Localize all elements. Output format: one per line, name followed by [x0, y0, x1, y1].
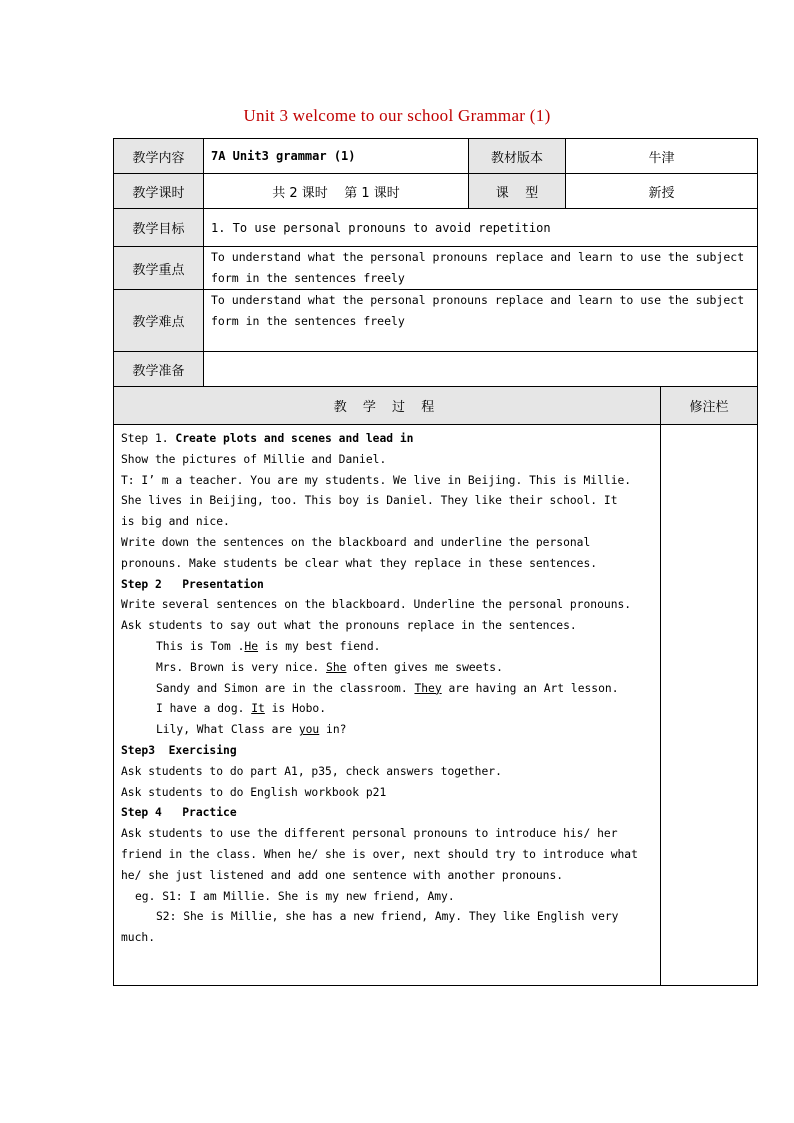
example-sentence: Mrs. Brown is very nice. She often gives me sweets.	[156, 660, 503, 674]
key-point-value	[204, 247, 758, 290]
step-1-title: Create plots and scenes and lead in	[175, 432, 414, 445]
process-body	[114, 425, 661, 986]
edition-value: 牛津	[566, 139, 758, 174]
pronoun-underline: It	[251, 702, 265, 716]
example-sentence: Lily, What Class are you in?	[156, 723, 347, 737]
hours-value: 共 2 课时 第 1 课时	[204, 174, 469, 209]
example-sentence: This is Tom .He is my best fiend.	[156, 639, 381, 653]
step-2-heading: Step 2 Presentation	[121, 577, 264, 591]
content-label: 教学内容	[114, 139, 204, 174]
process-line: eg. S1: I am Millie. She is my new friend, Amy.	[135, 889, 455, 903]
content-value: 7A Unit3 grammar (1)	[204, 139, 469, 174]
step-3-heading: Step3 Exercising	[121, 743, 237, 757]
pronoun-underline: They	[414, 681, 442, 695]
step-4-heading: Step 4 Practice	[121, 806, 237, 820]
example-sentence: Sandy and Simon are in the classroom. They are having an Art lesson.	[156, 681, 619, 695]
process-line: Ask students to do part A1, p35, check answers together.	[121, 764, 502, 778]
preparation-label: 教学准备	[114, 352, 204, 387]
key-point-line: To understand what the personal pronouns replace and learn to use the subject	[211, 250, 745, 264]
process-line: he/ she just listened and add one sentence with another pronouns.	[121, 868, 564, 882]
difficulty-value	[204, 290, 758, 352]
process-line: Ask students to say out what the pronouns replace in the sentences.	[121, 619, 577, 633]
pronoun-underline: He	[244, 639, 259, 653]
process-line: She lives in Beijing, too. This boy is Daniel. They like their school. It	[121, 494, 618, 508]
process-line: Show the pictures of Millie and Daniel.	[121, 452, 387, 466]
notes-column	[661, 425, 758, 986]
process-line: T: I’ m a teacher. You are my students. We live in Beijing. This is Millie.	[121, 473, 632, 487]
preparation-value	[204, 352, 758, 387]
document-title: Unit 3 welcome to our school Grammar (1)	[243, 106, 551, 125]
type-value: 新授	[566, 174, 758, 209]
step-1-heading: Step 1. Create plots and scenes and lead in	[121, 432, 414, 445]
pronoun-underline: you	[298, 723, 320, 737]
process-line: Ask students to do English workbook p21	[121, 785, 387, 799]
process-line: Write down the sentences on the blackboard and underline the personal	[121, 535, 591, 549]
key-point-line: form in the sentences freely	[211, 271, 405, 285]
process-line: pronouns. Make students be clear what they replace in these sentences.	[121, 556, 598, 570]
pronoun-underline: She	[326, 660, 347, 674]
type-label: 课 型	[469, 174, 566, 209]
process-line: Write several sentences on the blackboard. Underline the personal pronouns.	[121, 598, 632, 612]
process-line: much.	[121, 931, 156, 945]
process-line: S2: She is Millie, she has a new friend, Amy. They like English very	[156, 910, 619, 924]
lesson-plan-table	[113, 138, 758, 986]
process-line: is big and nice.	[121, 515, 230, 529]
difficulty-line: To understand what the personal pronouns replace and learn to use the subject	[211, 293, 745, 307]
goal-value: 1. To use personal pronouns to avoid repetition	[204, 209, 758, 247]
process-line: Ask students to use the different personal pronouns to introduce his/ her	[121, 827, 618, 841]
key-point-label: 教学重点	[114, 247, 204, 290]
process-line: friend in the class. When he/ she is over, next should try to introduce what	[121, 847, 638, 861]
goal-label: 教学目标	[114, 209, 204, 247]
process-header: 教 学 过 程	[114, 387, 661, 425]
difficulty-line: form in the sentences freely	[211, 314, 405, 328]
example-sentence: I have a dog. It is Hobo.	[156, 702, 327, 716]
difficulty-label: 教学难点	[114, 290, 204, 352]
edition-label: 教材版本	[469, 139, 566, 174]
hours-label: 教学课时	[114, 174, 204, 209]
notes-header: 修注栏	[661, 387, 758, 425]
